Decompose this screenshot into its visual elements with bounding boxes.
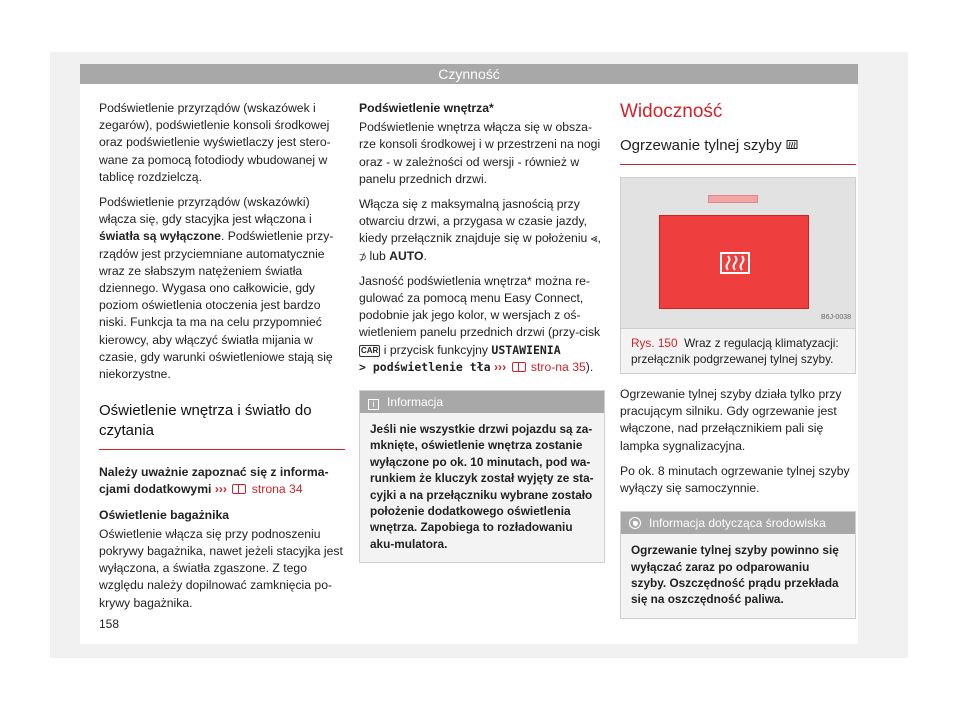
section-title-interior-lighting: Oświetlenie wnętrza i światło do czytania — [99, 401, 345, 450]
column-3 — [620, 100, 856, 619]
figure-image — [621, 178, 855, 328]
rear-defrost-icon — [786, 139, 798, 151]
car-button-icon: CAR — [361, 345, 379, 355]
subheading-trunk-lighting: Oświetlenie bagażnika — [99, 507, 230, 522]
figure-caption — [621, 328, 855, 373]
note-text: Należy uważnie zapoznać się z informa-cjami dodatkowymi — [99, 465, 329, 497]
book-icon — [232, 484, 246, 494]
paragraph-defrost-timer: Po ok. 8 minutach ogrzewanie tylnej szyby wyłączy się samoczynnie. — [620, 463, 850, 496]
paragraph-instrument-dimming — [99, 194, 345, 383]
subheading-interior-backlight: Podświetlenie wnętrza* — [359, 101, 494, 115]
text-segment: lub — [366, 248, 390, 263]
indicator-lamp — [708, 195, 758, 203]
figure-rear-defrost — [620, 177, 856, 374]
info-box — [359, 390, 605, 563]
text-segment: Włącza się z maksymalną jasnością przy otwarciu drzwi, a przygasa w czasie jazdy, kiedy przełącznik znajduje się w położeniu — [359, 197, 591, 246]
manual-page — [80, 64, 858, 644]
rear-defrost-symbol-icon — [720, 252, 750, 274]
text-segment: . — [423, 248, 427, 263]
text-segment: ). — [585, 359, 594, 374]
environment-icon — [629, 517, 641, 529]
text-segment: Jasność podświetlenia wnętrza* można re-gulować za pomocą menu Easy Connect, podobnie jak jego kolor, w wersjach z oś-wietleniem panelu przednich drzwi (przy-cisk — [359, 273, 601, 340]
section-heading-text: Ogrzewanie tylnej szyby — [620, 137, 782, 154]
parking-light-icon: ⪡, — [590, 231, 601, 246]
paragraph-trunk-lighting: Oświetlenie włącza się przy podnoszeniu pokrywy bagażnika, nawet jeżeli stacyjka jest wyłączona, a światła zgaszone. Z tego względu należy dopilnować zamknięcia po-krywy bagażnika. — [99, 526, 343, 610]
paragraph-interior-areas: Podświetlenie wnętrza włącza się w obsza-rze konsoli środkowej i w przestrzeni na nogi oraz - w zależności od wersji - również w panelu przednich drzwi. — [359, 120, 601, 186]
info-icon: i — [368, 399, 379, 410]
paragraph-easy-connect — [359, 273, 605, 376]
low-beam-icon: ⊅ — [359, 248, 367, 263]
paragraph-defrost-operation: Ogrzewanie tylnej szyby działa tylko przy pracującym silniku. Gdy ogrzewanie jest włączone, nad przełącznikiem pali się lampka sygnalizacyjna. — [620, 387, 842, 453]
text-segment: i przycisk funkcyjny — [380, 342, 492, 357]
book-icon — [512, 362, 526, 372]
info-box-title: Informacja — [387, 395, 444, 410]
auto-symbol: AUTO — [389, 248, 424, 263]
environment-info-text: Ogrzewanie tylnej szyby powinno się wyłączać zaraz po odparowaniu szyby. Oszczędność prądu przekłada się na oszczędność paliwa. — [631, 543, 839, 607]
page-number: 158 — [99, 617, 120, 631]
figure-number: Rys. 150 — [631, 336, 678, 350]
rear-defrost-switch — [659, 215, 809, 309]
column-1 — [99, 100, 345, 620]
paragraph-instrument-lighting: Podświetlenie przyrządów (wskazówek i zegarów), podświetlenie konsoli środkowej oraz podświetlenie wyświetlaczy jest stero-wane za pomocą fotodiody wbudowanej w tablicę rozdzielczą. — [99, 101, 331, 184]
figure-code: B6J-0038 — [821, 313, 851, 321]
section-heading-rear-defrost — [620, 136, 856, 165]
page-link[interactable]: strona 34 — [251, 482, 303, 497]
info-box-text: Jeśli nie wszystkie drzwi pojazdu są za-mknięte, oświetlenie wnętrza zostanie wyłączone po ok. 10 minutach, pod wa-runkiem że kluczyk został wyjęty ze sta-cyjki a na przełączniku wybrane zostało położenie dodatkowego oświetlenia wnętrza. Zapobiega to rozładowaniu aku-mulatora. — [370, 422, 594, 551]
ref-arrows: ››› — [214, 482, 227, 497]
text-segment: . Podświetlenie przy-rządów jest przyciemniane automatycznie wraz ze słabszym natężeniem światła dziennego. Wygasa ono całkowicie, gdy poziom oświetlenia otoczenia jest bardzo niski. Funkcja ta ma na celu przypomnieć kierowcy, aby włączyć światła mijania w czasie, gdy warunki oświetleniowe stają się niekorzystne. — [99, 229, 334, 382]
ref-arrows: ››› — [490, 359, 507, 374]
page-header: Czynność — [80, 64, 858, 84]
info-box-header — [360, 391, 604, 413]
caption-text: Wraz z regulacją klimatyzacji: przełącznik podgrzewanej tylnej szyby. — [631, 336, 839, 366]
paragraph-interior-brightness — [359, 196, 605, 265]
note-additional-info — [99, 464, 345, 498]
column-2 — [359, 100, 605, 563]
text-segment: Podświetlenie przyrządów (wskazówki) włącza się, gdy stacyjka jest włączona i — [99, 195, 312, 227]
menu-item-background-light: > podświetlenie tła — [359, 359, 491, 374]
bold-text: światła są wyłączone — [99, 229, 221, 244]
environment-info-title: Informacja dotycząca środowiska — [649, 516, 826, 531]
menu-item-settings: USTAWIENIA — [491, 342, 561, 357]
environment-info-header — [621, 512, 855, 534]
page-link[interactable]: stro-na 35 — [527, 359, 586, 374]
chapter-heading: Widoczność — [620, 101, 723, 122]
environment-info-box — [620, 511, 856, 619]
